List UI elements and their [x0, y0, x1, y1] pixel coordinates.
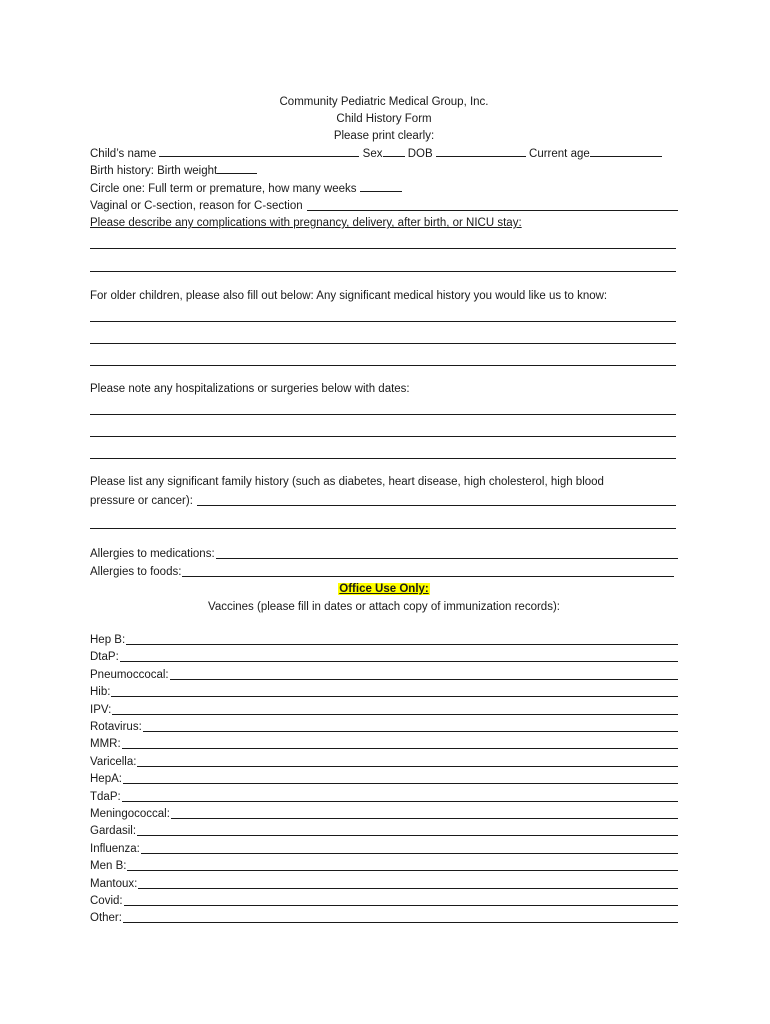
vaccine-date-field[interactable]: [127, 870, 678, 871]
child-name-label: Child’s name: [90, 148, 157, 160]
vaccines-note: Vaccines (please fill in dates or attach copy of immunization records):: [208, 601, 560, 613]
vaccine-label: Varicella:: [90, 755, 137, 768]
allergies-meds-row: [90, 546, 678, 562]
vaccine-label: DtaP:: [90, 651, 119, 664]
vaccine-row: [90, 771, 678, 787]
vaccine-label: Hib:: [90, 686, 111, 699]
vaccine-date-field[interactable]: [141, 853, 678, 854]
vaccine-date-field[interactable]: [122, 748, 678, 749]
vaccine-label: Hep B:: [90, 634, 126, 646]
vaccine-date-field[interactable]: [111, 696, 678, 697]
org-name: Community Pediatric Medical Group, Inc.: [279, 96, 489, 108]
child-info-row: [90, 146, 678, 162]
dob-field[interactable]: [436, 146, 526, 157]
vaccine-date-field[interactable]: [126, 644, 678, 645]
vaccine-label: Gardasil:: [90, 825, 137, 838]
vaccine-date-field[interactable]: [123, 922, 678, 923]
vaccine-date-field[interactable]: [171, 818, 678, 819]
vaccine-row: [90, 806, 678, 822]
hospitalizations-prompt: Please note any hospitalizations or surgeries below with dates:: [90, 383, 410, 395]
vaccine-date-field[interactable]: [120, 661, 678, 662]
vaccine-row: [90, 858, 678, 874]
vaccine-label: Meningococcal:: [90, 808, 170, 820]
vaccine-date-field[interactable]: [123, 783, 678, 784]
vaccine-label: MMR:: [90, 738, 121, 751]
vaccine-row: [90, 632, 678, 648]
vaccine-date-field[interactable]: [124, 905, 678, 906]
sex-label: Sex: [362, 148, 383, 160]
vaccine-date-field[interactable]: [137, 835, 678, 836]
complications-prompt: Please describe any complications with pregnancy, delivery, after birth, or NICU stay:: [90, 217, 522, 229]
form-title: Child History Form: [336, 113, 432, 125]
current-age-field[interactable]: [590, 146, 662, 157]
birth-weight-field[interactable]: [217, 163, 257, 174]
term-label: Circle one: Full term or premature, how many weeks: [90, 183, 357, 195]
office-use-row: [90, 581, 678, 597]
family-history-prompt: Please list any significant family history (such as diabetes, heart disease, high cholesterol, high blood: [90, 476, 604, 488]
vaccine-date-field[interactable]: [137, 766, 678, 767]
hospitalizations-line[interactable]: [90, 446, 676, 462]
csection-field[interactable]: [307, 210, 678, 211]
birth-history-row: [90, 163, 678, 179]
hospitalizations-line[interactable]: [90, 424, 676, 440]
dob-label: DOB: [407, 148, 433, 160]
allergies-meds-label: Allergies to medications:: [90, 548, 215, 560]
family-history-line[interactable]: [90, 516, 676, 532]
vaccine-date-field[interactable]: [138, 888, 678, 889]
vaccine-row: [90, 754, 678, 770]
vaccine-label: Other:: [90, 912, 122, 925]
family-history-row: [90, 493, 676, 509]
vaccine-label: Pneumoccocal:: [90, 668, 169, 681]
vaccine-row: [90, 667, 678, 683]
office-use-title: Office Use Only:: [339, 583, 429, 595]
vaccine-label: Influenza:: [90, 842, 140, 855]
vaccine-date-field[interactable]: [112, 714, 678, 715]
family-history-field[interactable]: [197, 505, 676, 506]
birth-weight-label: Birth history: Birth weight: [90, 165, 218, 177]
vaccine-row: [90, 823, 678, 839]
allergies-meds-field[interactable]: [216, 558, 678, 559]
vaccine-row: [90, 736, 678, 752]
current-age-label: Current age: [529, 148, 590, 160]
vaccine-date-field[interactable]: [170, 679, 678, 680]
vaccine-row: [90, 893, 678, 909]
vaccine-label: TdaP:: [90, 790, 121, 803]
vaccine-row: [90, 789, 678, 805]
vaccine-label: Mantoux:: [90, 877, 138, 890]
vaccine-row: [90, 719, 678, 735]
csection-label: Vaginal or C-section, reason for C-section: [90, 200, 303, 212]
older-children-prompt: For older children, please also fill out below: Any significant medical history you would like us to know:: [90, 290, 608, 302]
vaccine-label: Men B:: [90, 860, 127, 873]
vaccine-row: [90, 649, 678, 665]
vaccine-date-field[interactable]: [143, 731, 678, 732]
vaccine-row: [90, 841, 678, 857]
hospitalizations-line[interactable]: [90, 402, 676, 418]
csection-row: [90, 198, 678, 214]
vaccine-label: HepA:: [90, 773, 122, 786]
vaccine-label: Covid:: [90, 895, 123, 907]
vaccine-label: Rotavirus:: [90, 721, 142, 733]
vaccine-row: [90, 702, 678, 718]
allergies-foods-field[interactable]: [182, 576, 674, 577]
medical-history-line[interactable]: [90, 331, 676, 347]
vaccine-date-field[interactable]: [122, 801, 678, 802]
medical-history-line[interactable]: [90, 309, 676, 325]
vaccine-row: [90, 910, 678, 926]
vaccine-row: [90, 684, 678, 700]
vaccine-label: IPV:: [90, 703, 112, 716]
complications-line[interactable]: [90, 259, 676, 275]
child-name-field[interactable]: [159, 146, 359, 157]
sex-field[interactable]: [383, 146, 405, 157]
allergies-foods-label: Allergies to foods:: [90, 566, 182, 578]
print-instruction: Please print clearly:: [333, 130, 435, 142]
weeks-field[interactable]: [360, 181, 402, 192]
allergies-foods-row: [90, 564, 674, 580]
family-history-label: pressure or cancer):: [90, 495, 193, 507]
complications-line[interactable]: [90, 236, 676, 252]
vaccine-row: [90, 876, 678, 892]
medical-history-line[interactable]: [90, 353, 676, 369]
term-row: [90, 181, 678, 197]
